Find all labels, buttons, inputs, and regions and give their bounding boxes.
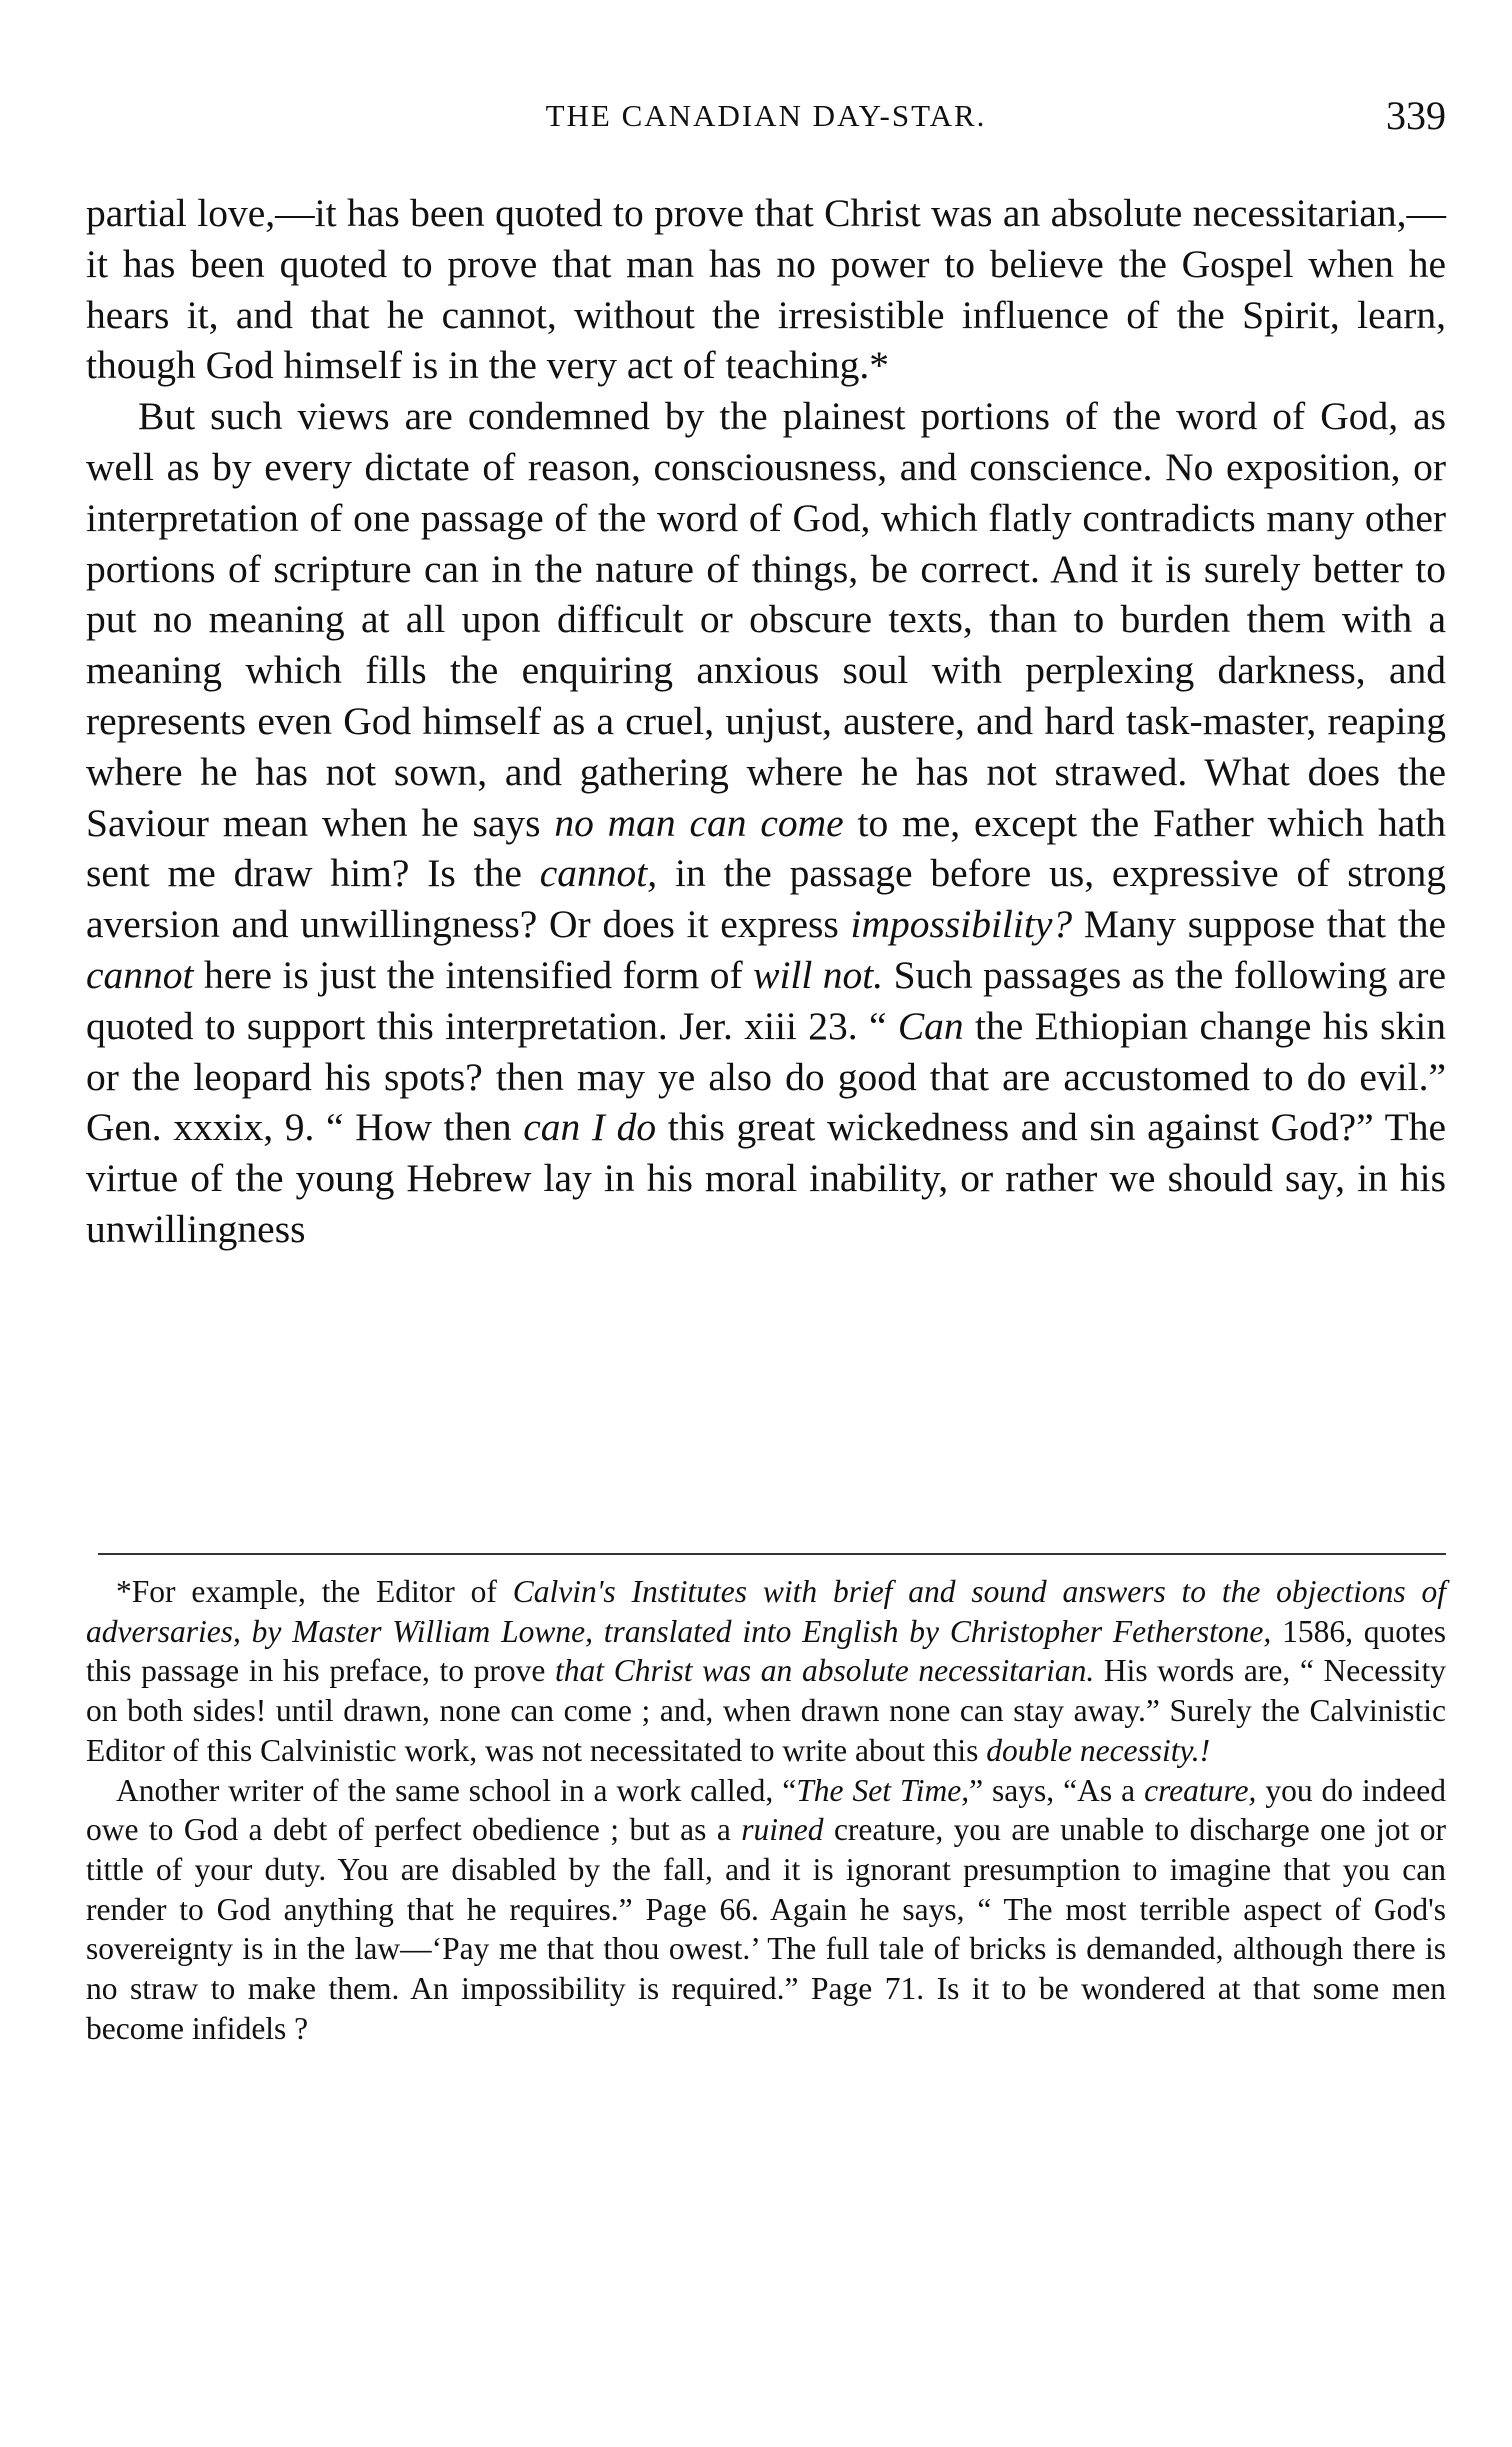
italic-text-run: creature, — [1144, 1772, 1257, 1808]
text-run: partial love,—it has been quoted to prove that Christ was an absolute necessitarian,—it has been quoted to prove that man has no power to believe the Gospel when he hears it, and that he cannot, without the irresistible influence of the Spirit, learn, though God himself is in the very act of teaching.* — [86, 191, 1446, 388]
text-run: Many suppose that the — [1072, 902, 1447, 947]
italic-text-run: will not. — [753, 952, 884, 997]
footnote — [86, 1771, 1446, 2049]
italic-text-run: that Christ was an absolute necessitarian. — [555, 1653, 1095, 1689]
italic-text-run: no man can come — [554, 800, 844, 845]
text-run: *For example, the Editor of — [116, 1574, 513, 1609]
italic-text-run: can I do — [523, 1105, 657, 1150]
text-run: Such passages as the following are quoted to support this interpretation. Jer. xiii 23. “ — [86, 952, 1446, 1048]
text-run: to me, except the Father which hath sent me draw him? Is the — [86, 800, 1446, 896]
paragraph — [86, 188, 1446, 391]
text-run: this great wickedness and sin against God?” The virtue of the young Hebrew lay in his moral inability, or rather we should say, in his unwillingness — [86, 1105, 1447, 1251]
italic-text-run: double necessity.! — [986, 1732, 1211, 1768]
footnote — [86, 1572, 1446, 1771]
italic-text-run: cannot — [86, 952, 194, 997]
text-run: But such views are condemned by the plainest portions of the word of God, as well as by every dictate of reason, consciousness, and conscience. No exposition, or interpretation of one passage of the word of God, which flatly contradicts many other portions of scripture can in the nature of things, be correct. And it is surely better to put no meaning at all upon difficult or obscure texts, than to burden them with a meaning which fills the enquiring anxious soul with perplexing darkness, and represents even God himself as a cruel, unjust, austere, and hard task-master, reaping where he has not sown, and gathering where he has not strawed. What does the Saviour mean when he says — [86, 394, 1446, 845]
text-run: in the passage before us, expressive of strong aversion and unwillingness? Or does it express — [86, 851, 1447, 947]
page-number: 339 — [1386, 93, 1446, 138]
running-head — [86, 92, 1446, 142]
text-run: the Ethiopian change his skin or the leopard his spots? then may ye also do good that are accustomed to do evil.” Gen. xxxix, 9. “ How then — [86, 1003, 1446, 1150]
running-title: THE CANADIAN DAY-STAR. — [545, 98, 987, 133]
italic-text-run: cannot, — [539, 851, 658, 896]
italic-text-run: impossibility? — [850, 902, 1073, 947]
text-run: 1586, quotes this passage in his preface, to prove — [86, 1613, 1447, 1689]
italic-text-run: The Set Time, — [796, 1772, 970, 1808]
body-text — [86, 188, 1446, 1255]
text-run: here is just the intensified form of — [193, 952, 754, 997]
text-run: creature, you are unable to discharge one jot or tittle of your duty. You are disabled by the fall, and it is ignorant presumption to imagine that you can render to God anything that he requires.” Page 66. Again he says, “ The most terrible aspect of God's sovereignty is in the law—‘Pay me that thou owest.’ The full tale of bricks is demanded, although there is no straw to make them. An impossibility is required.” Page 71. Is it to be wondered at that some men become infidels ? — [86, 1812, 1446, 2046]
italic-text-run: ruined — [741, 1812, 824, 1848]
text-run: you do indeed owe to God a debt of perfect obedience ; but as a — [86, 1772, 1447, 1848]
text-run: His words are, “ Necessity on both sides! until drawn, none can come ; and, when drawn none can stay away.” Surely the Calvinistic Editor of this Calvinistic work, was not necessitated to write about this — [86, 1653, 1446, 1768]
italic-text-run: Calvin's Institutes with brief and sound answers to the objections of adversaries, by Master William Lowne, translated into English by Christopher Fetherstone, — [86, 1574, 1446, 1649]
footnote-rule — [98, 1553, 1446, 1555]
text-run: Another writer of the same school in a work called, “ — [116, 1772, 797, 1808]
paragraph — [86, 391, 1446, 1255]
italic-text-run: Can — [897, 1003, 964, 1048]
footnotes — [86, 1572, 1446, 2048]
text-run: ” says, “As a — [969, 1772, 1145, 1808]
